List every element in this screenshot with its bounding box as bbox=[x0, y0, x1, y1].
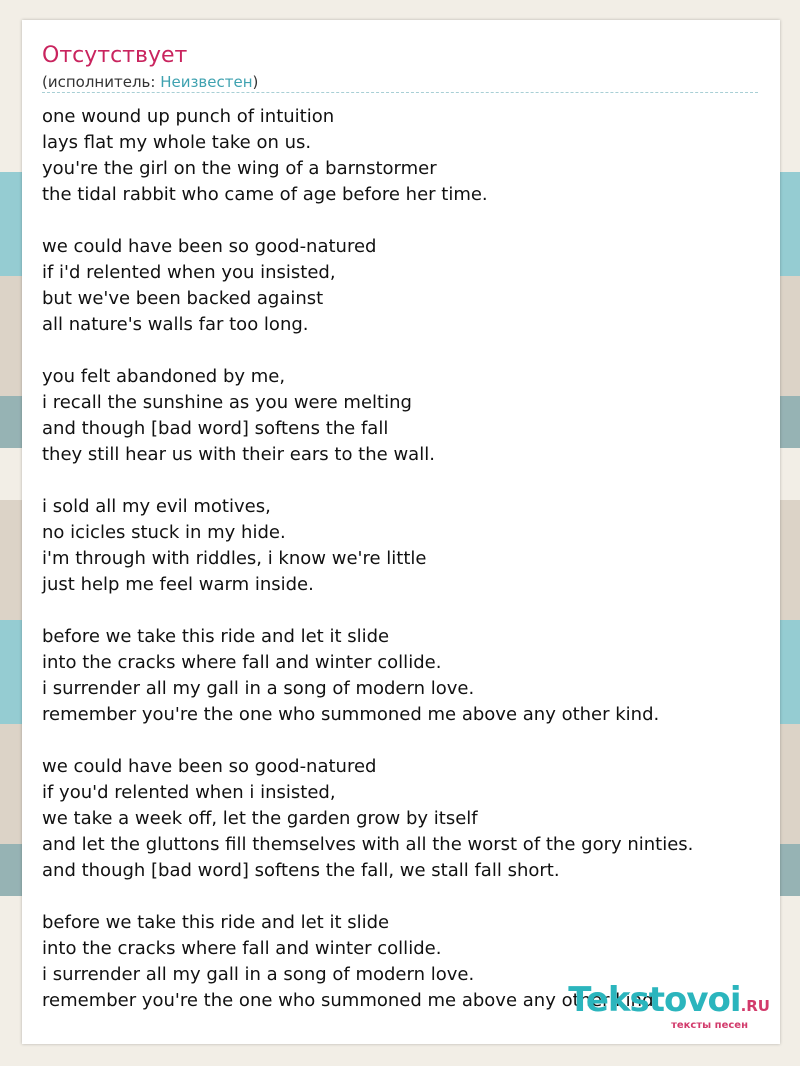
lyric-line: if you'd relented when i insisted, bbox=[42, 782, 336, 803]
lyrics-stanza bbox=[42, 104, 758, 208]
lyric-line: remember you're the one who summoned me above any other kind. bbox=[42, 704, 660, 725]
artist-suffix: ) bbox=[252, 73, 259, 91]
lyric-line: before we take this ride and let it slide bbox=[42, 912, 390, 933]
lyrics-stanza bbox=[42, 364, 758, 468]
lyric-line: i surrender all my gall in a song of modern love. bbox=[42, 678, 475, 699]
lyric-line: you're the girl on the wing of a barnstormer bbox=[42, 158, 437, 179]
lyric-line: i surrender all my gall in a song of modern love. bbox=[42, 964, 475, 985]
lyric-line: no icicles stuck in my hide. bbox=[42, 522, 286, 543]
site-logo[interactable] bbox=[568, 982, 770, 1031]
lyric-line: we take a week off, let the garden grow by itself bbox=[42, 808, 478, 829]
lyric-line: remember you're the one who summoned me above any other kind. bbox=[42, 990, 660, 1011]
lyrics-stanza bbox=[42, 234, 758, 338]
brand-suffix: .RU bbox=[740, 997, 770, 1015]
lyrics-card bbox=[22, 20, 780, 1044]
lyric-line: and though [bad word] softens the fall bbox=[42, 418, 389, 439]
lyric-line: and though [bad word] softens the fall, we stall fall short. bbox=[42, 860, 560, 881]
lyric-line: we could have been so good-natured bbox=[42, 756, 377, 777]
lyrics-stanza bbox=[42, 624, 758, 728]
lyric-line: i sold all my evil motives, bbox=[42, 496, 271, 517]
lyrics-stanza bbox=[42, 494, 758, 598]
lyric-line: you felt abandoned by me, bbox=[42, 366, 286, 387]
brand-tagline: тексты песен bbox=[671, 1020, 748, 1031]
artist-prefix: (исполнитель: bbox=[42, 73, 161, 91]
lyric-line: just help me feel warm inside. bbox=[42, 574, 314, 595]
lyric-line: i'm through with riddles, i know we're little bbox=[42, 548, 427, 569]
lyric-line: we could have been so good-natured bbox=[42, 236, 377, 257]
lyric-line: lays flat my whole take on us. bbox=[42, 132, 312, 153]
lyric-line: the tidal rabbit who came of age before her time. bbox=[42, 184, 488, 205]
lyric-line: they still hear us with their ears to the wall. bbox=[42, 444, 435, 465]
artist-link[interactable]: Неизвестен bbox=[160, 73, 253, 91]
lyric-line: and let the gluttons fill themselves with all the worst of the gory ninties. bbox=[42, 834, 694, 855]
artist-line bbox=[42, 72, 258, 92]
lyrics-stanza bbox=[42, 754, 758, 884]
header-divider bbox=[42, 92, 758, 93]
lyric-line: into the cracks where fall and winter collide. bbox=[42, 938, 442, 959]
lyric-line: one wound up punch of intuition bbox=[42, 106, 335, 127]
lyric-line: all nature's walls far too long. bbox=[42, 314, 309, 335]
lyric-line: if i'd relented when you insisted, bbox=[42, 262, 336, 283]
song-title: Отсутствует bbox=[42, 43, 188, 68]
lyric-line: into the cracks where fall and winter collide. bbox=[42, 652, 442, 673]
lyrics-body bbox=[42, 104, 758, 1040]
lyric-line: before we take this ride and let it slide bbox=[42, 626, 390, 647]
lyric-line: i recall the sunshine as you were melting bbox=[42, 392, 412, 413]
brand-name: Tekstovoi bbox=[568, 980, 741, 1020]
lyric-line: but we've been backed against bbox=[42, 288, 324, 309]
